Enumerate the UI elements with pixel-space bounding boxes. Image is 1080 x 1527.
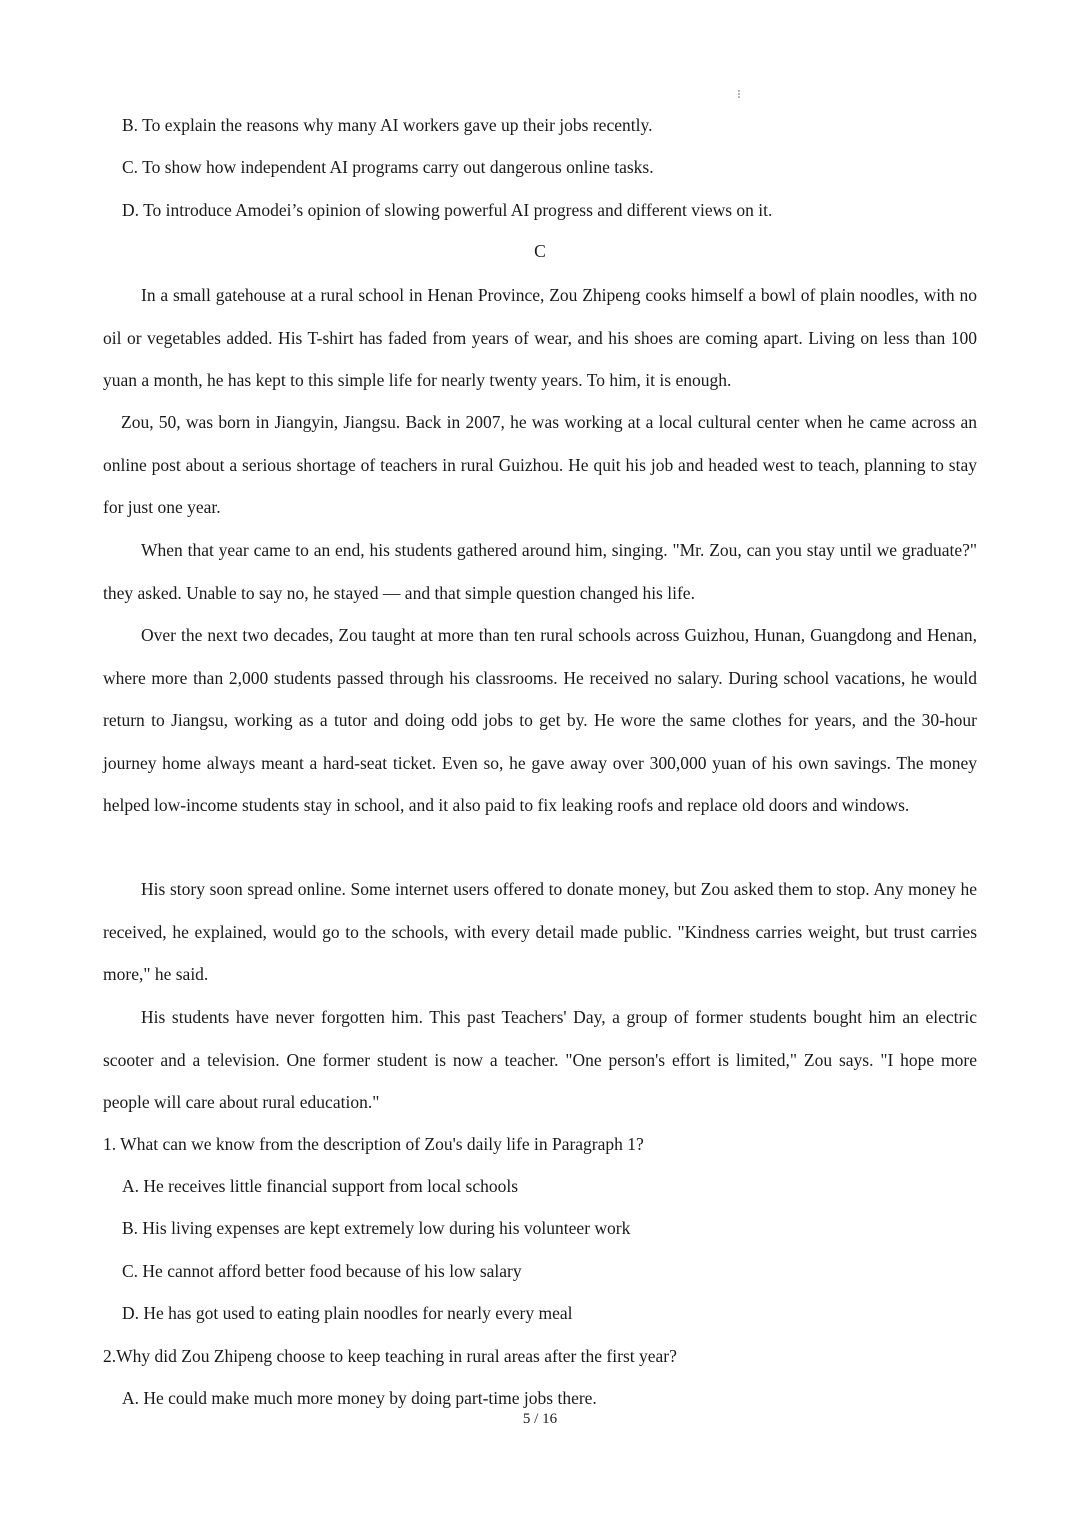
section-label: C <box>534 241 546 261</box>
passage-paragraph-5: His story soon spread online. Some internet users offered to donate money, but Zou asked them to stop. Any money he received, he explained, would go to the schools, with every detail made public. "Kindness carries weight, but trust carries more," he said. <box>103 879 977 985</box>
passage-paragraph-6: His students have never forgotten him. This past Teachers' Day, a group of former students bought him an electric scooter and a television. One former student is now a teacher. "One person's effort is limited," Zou says. "I hope more people will care about rural education." <box>103 1007 977 1113</box>
passage-paragraph-4: Over the next two decades, Zou taught at more than ten rural schools across Guizhou, Hunan, Guangdong and Henan, where more than 2,000 students passed through his classrooms. He received no salary. During school vacations, he would return to Jiangsu, working as a tutor and doing odd jobs to get by. He wore the same clothes for years, and the 30-hour journey home always meant a hard-seat ticket. Even so, he gave away over 300,000 yuan of his own savings. The money helped low-income students stay in school, and it also paid to fix leaking roofs and replace old doors and windows. <box>103 625 977 816</box>
question-2-stem: 2.Why did Zou Zhipeng choose to keep teaching in rural areas after the first year? <box>103 1346 677 1366</box>
page-number: 5 / 16 <box>522 1411 558 1427</box>
question-1-option-c: C. He cannot afford better food because of his low salary <box>122 1261 522 1281</box>
question-1-option-d: D. He has got used to eating plain noodles for nearly every meal <box>122 1303 573 1323</box>
scan-speck <box>738 90 742 98</box>
question-2-option-a: A. He could make much more money by doing part-time jobs there. <box>122 1388 597 1408</box>
question-1-option-b: B. His living expenses are kept extremely low during his volunteer work <box>122 1218 631 1238</box>
passage-paragraph-2: Zou, 50, was born in Jiangyin, Jiangsu. Back in 2007, he was working at a local cultural center when he came across an online post about a serious shortage of teachers in rural Guizhou. He quit his job and headed west to teach, planning to stay for just one year. <box>103 412 977 518</box>
passage-paragraph-1: In a small gatehouse at a rural school in Henan Province, Zou Zhipeng cooks himself a bowl of plain noodles, with no oil or vegetables added. His T-shirt has faded from years of wear, and his shoes are coming apart. Living on less than 100 yuan a month, he has kept to this simple life for nearly twenty years. To him, it is enough. <box>103 285 977 391</box>
question-1-stem: 1. What can we know from the description of Zou's daily life in Paragraph 1? <box>103 1134 644 1154</box>
prev-option-d: D. To introduce Amodei’s opinion of slowing powerful AI progress and different views on it. <box>122 200 773 220</box>
prev-option-c: C. To show how independent AI programs carry out dangerous online tasks. <box>122 157 654 177</box>
question-1-option-a: A. He receives little financial support from local schools <box>122 1176 519 1196</box>
passage-paragraph-3: When that year came to an end, his students gathered around him, singing. "Mr. Zou, can you stay until we graduate?" they asked. Unable to say no, he stayed — and that simple question changed his life. <box>103 540 977 603</box>
prev-option-b: B. To explain the reasons why many AI workers gave up their jobs recently. <box>122 115 653 135</box>
